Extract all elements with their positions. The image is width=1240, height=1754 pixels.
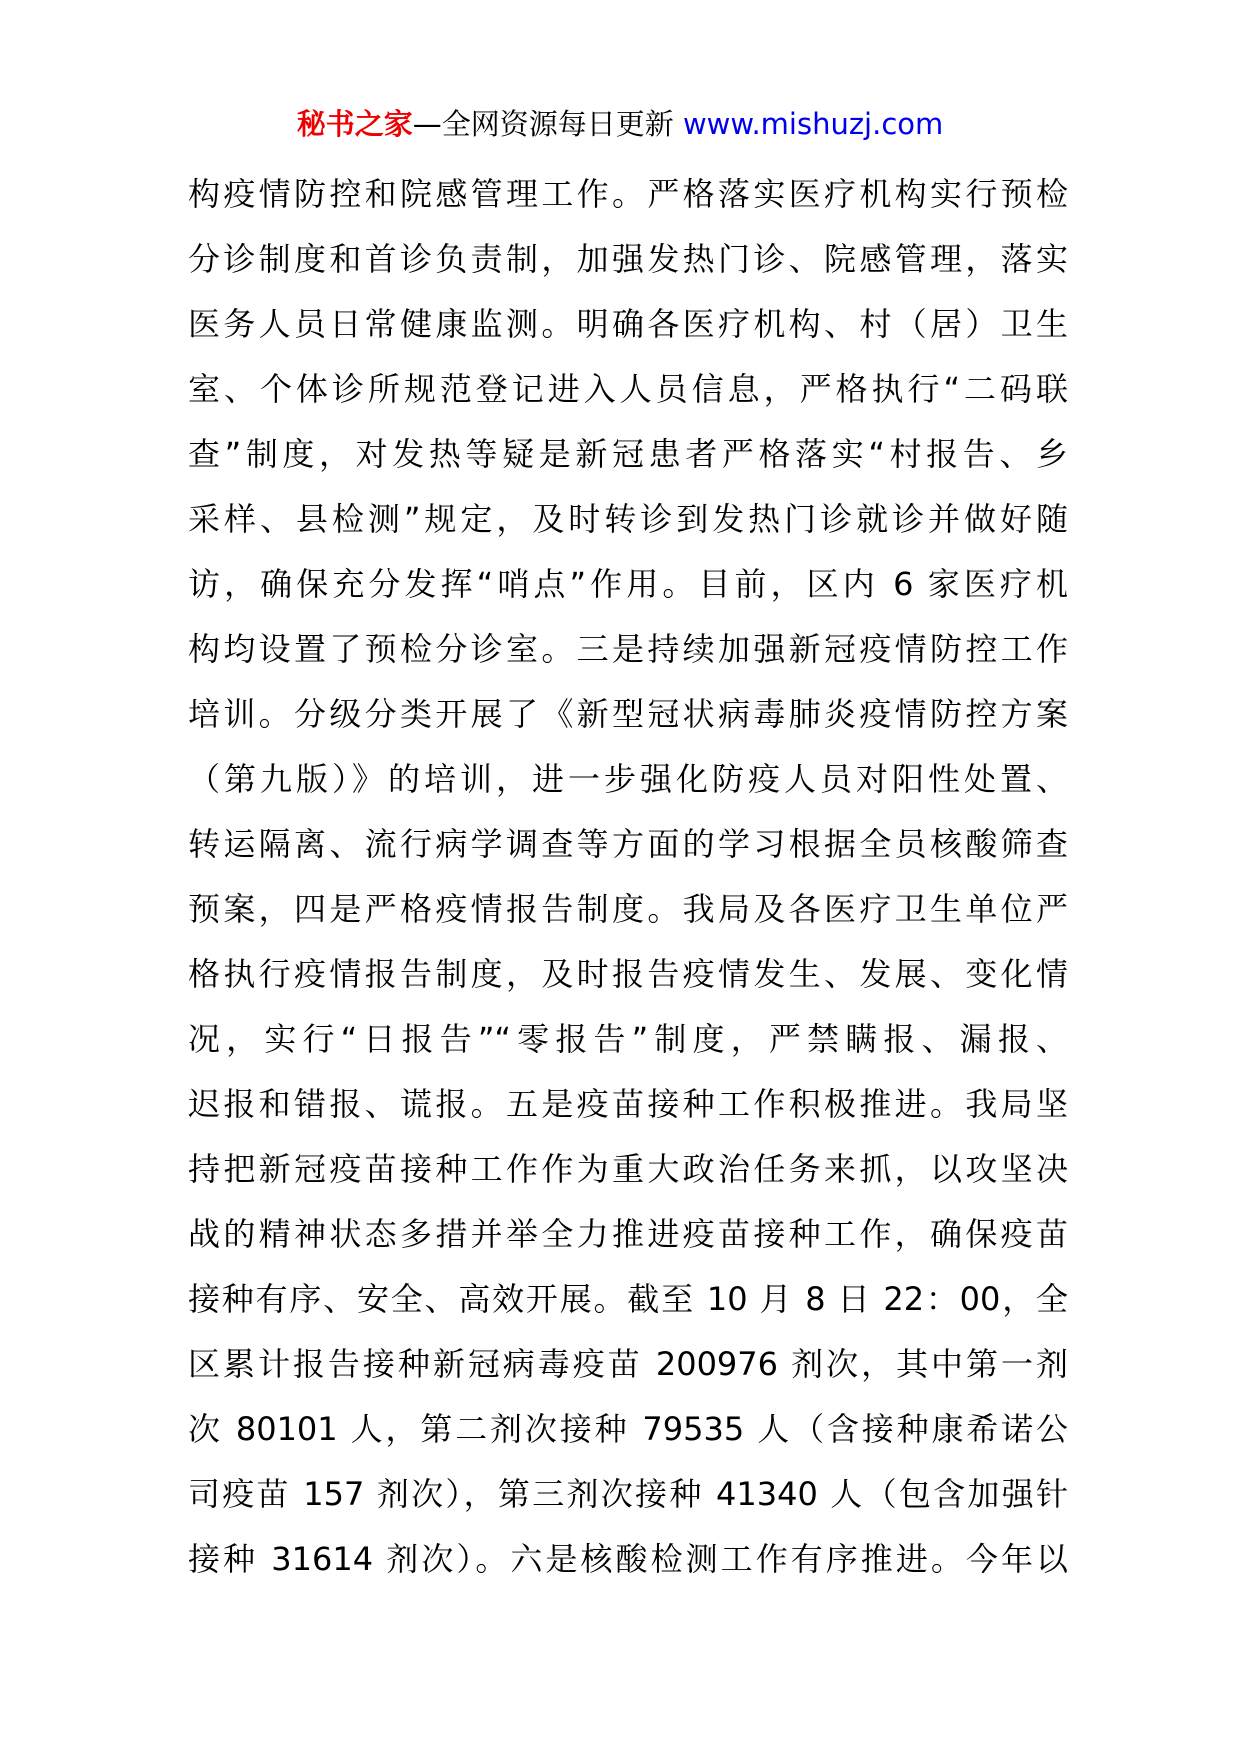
body-line: 访，确保充分发挥“哨点”作用。目前，区内 6 家医疗机: [188, 565, 1068, 603]
body-line: 接种有序、安全、高效开展。截至 10 月 8 日 22：00，全: [188, 1280, 1068, 1318]
body-line: 格执行疫情报告制度，及时报告疫情发生、发展、变化情: [188, 955, 1068, 993]
body-line: 采样、县检测”规定，及时转诊到发热门诊就诊并做好随: [188, 500, 1068, 538]
page-header: [0, 104, 1240, 144]
body-line: 构疫情防控和院感管理工作。严格落实医疗机构实行预检: [188, 175, 1068, 213]
brand-name: 秘书之家: [296, 107, 413, 141]
body-line: 转运隔离、流行病学调查等方面的学习根据全员核酸筛查: [188, 825, 1068, 863]
body-line: 分诊制度和首诊负责制，加强发热门诊、院感管理，落实: [188, 240, 1068, 278]
body-line: 持把新冠疫苗接种工作作为重大政治任务来抓，以攻坚决: [188, 1150, 1068, 1188]
body-line: 况，实行“日报告”“零报告”制度，严禁瞒报、漏报、: [188, 1020, 1068, 1058]
body-line: 战的精神状态多措并举全力推进疫苗接种工作，确保疫苗: [188, 1215, 1068, 1253]
body-line: 司疫苗 157 剂次），第三剂次接种 41340 人（包含加强针: [188, 1475, 1068, 1513]
site-url-link[interactable]: www.mishuzj.com: [682, 107, 944, 141]
body-line: 查”制度，对发热等疑是新冠患者严格落实“村报告、乡: [188, 435, 1068, 473]
header-tagline: —全网资源每日更新: [412, 107, 683, 141]
body-line: 构均设置了预检分诊室。三是持续加强新冠疫情防控工作: [188, 630, 1068, 668]
body-line: 次 80101 人，第二剂次接种 79535 人（含接种康希诺公: [188, 1410, 1068, 1448]
body-line: 室、个体诊所规范登记进入人员信息，严格执行“二码联: [188, 370, 1068, 408]
body-line: 培训。分级分类开展了《新型冠状病毒肺炎疫情防控方案: [188, 695, 1068, 733]
body-line: 医务人员日常健康监测。明确各医疗机构、村（居）卫生: [188, 305, 1068, 343]
body-line: 接种 31614 剂次）。六是核酸检测工作有序推进。今年以: [188, 1540, 1068, 1578]
body-line: 迟报和错报、谎报。五是疫苗接种工作积极推进。我局坚: [188, 1085, 1068, 1123]
body-line: 预案，四是严格疫情报告制度。我局及各医疗卫生单位严: [188, 890, 1068, 928]
body-line: 区累计报告接种新冠病毒疫苗 200976 剂次，其中第一剂: [188, 1345, 1068, 1383]
document-body: [188, 162, 1068, 1592]
body-line: （第九版）》的培训，进一步强化防疫人员对阳性处置、: [188, 760, 1068, 798]
